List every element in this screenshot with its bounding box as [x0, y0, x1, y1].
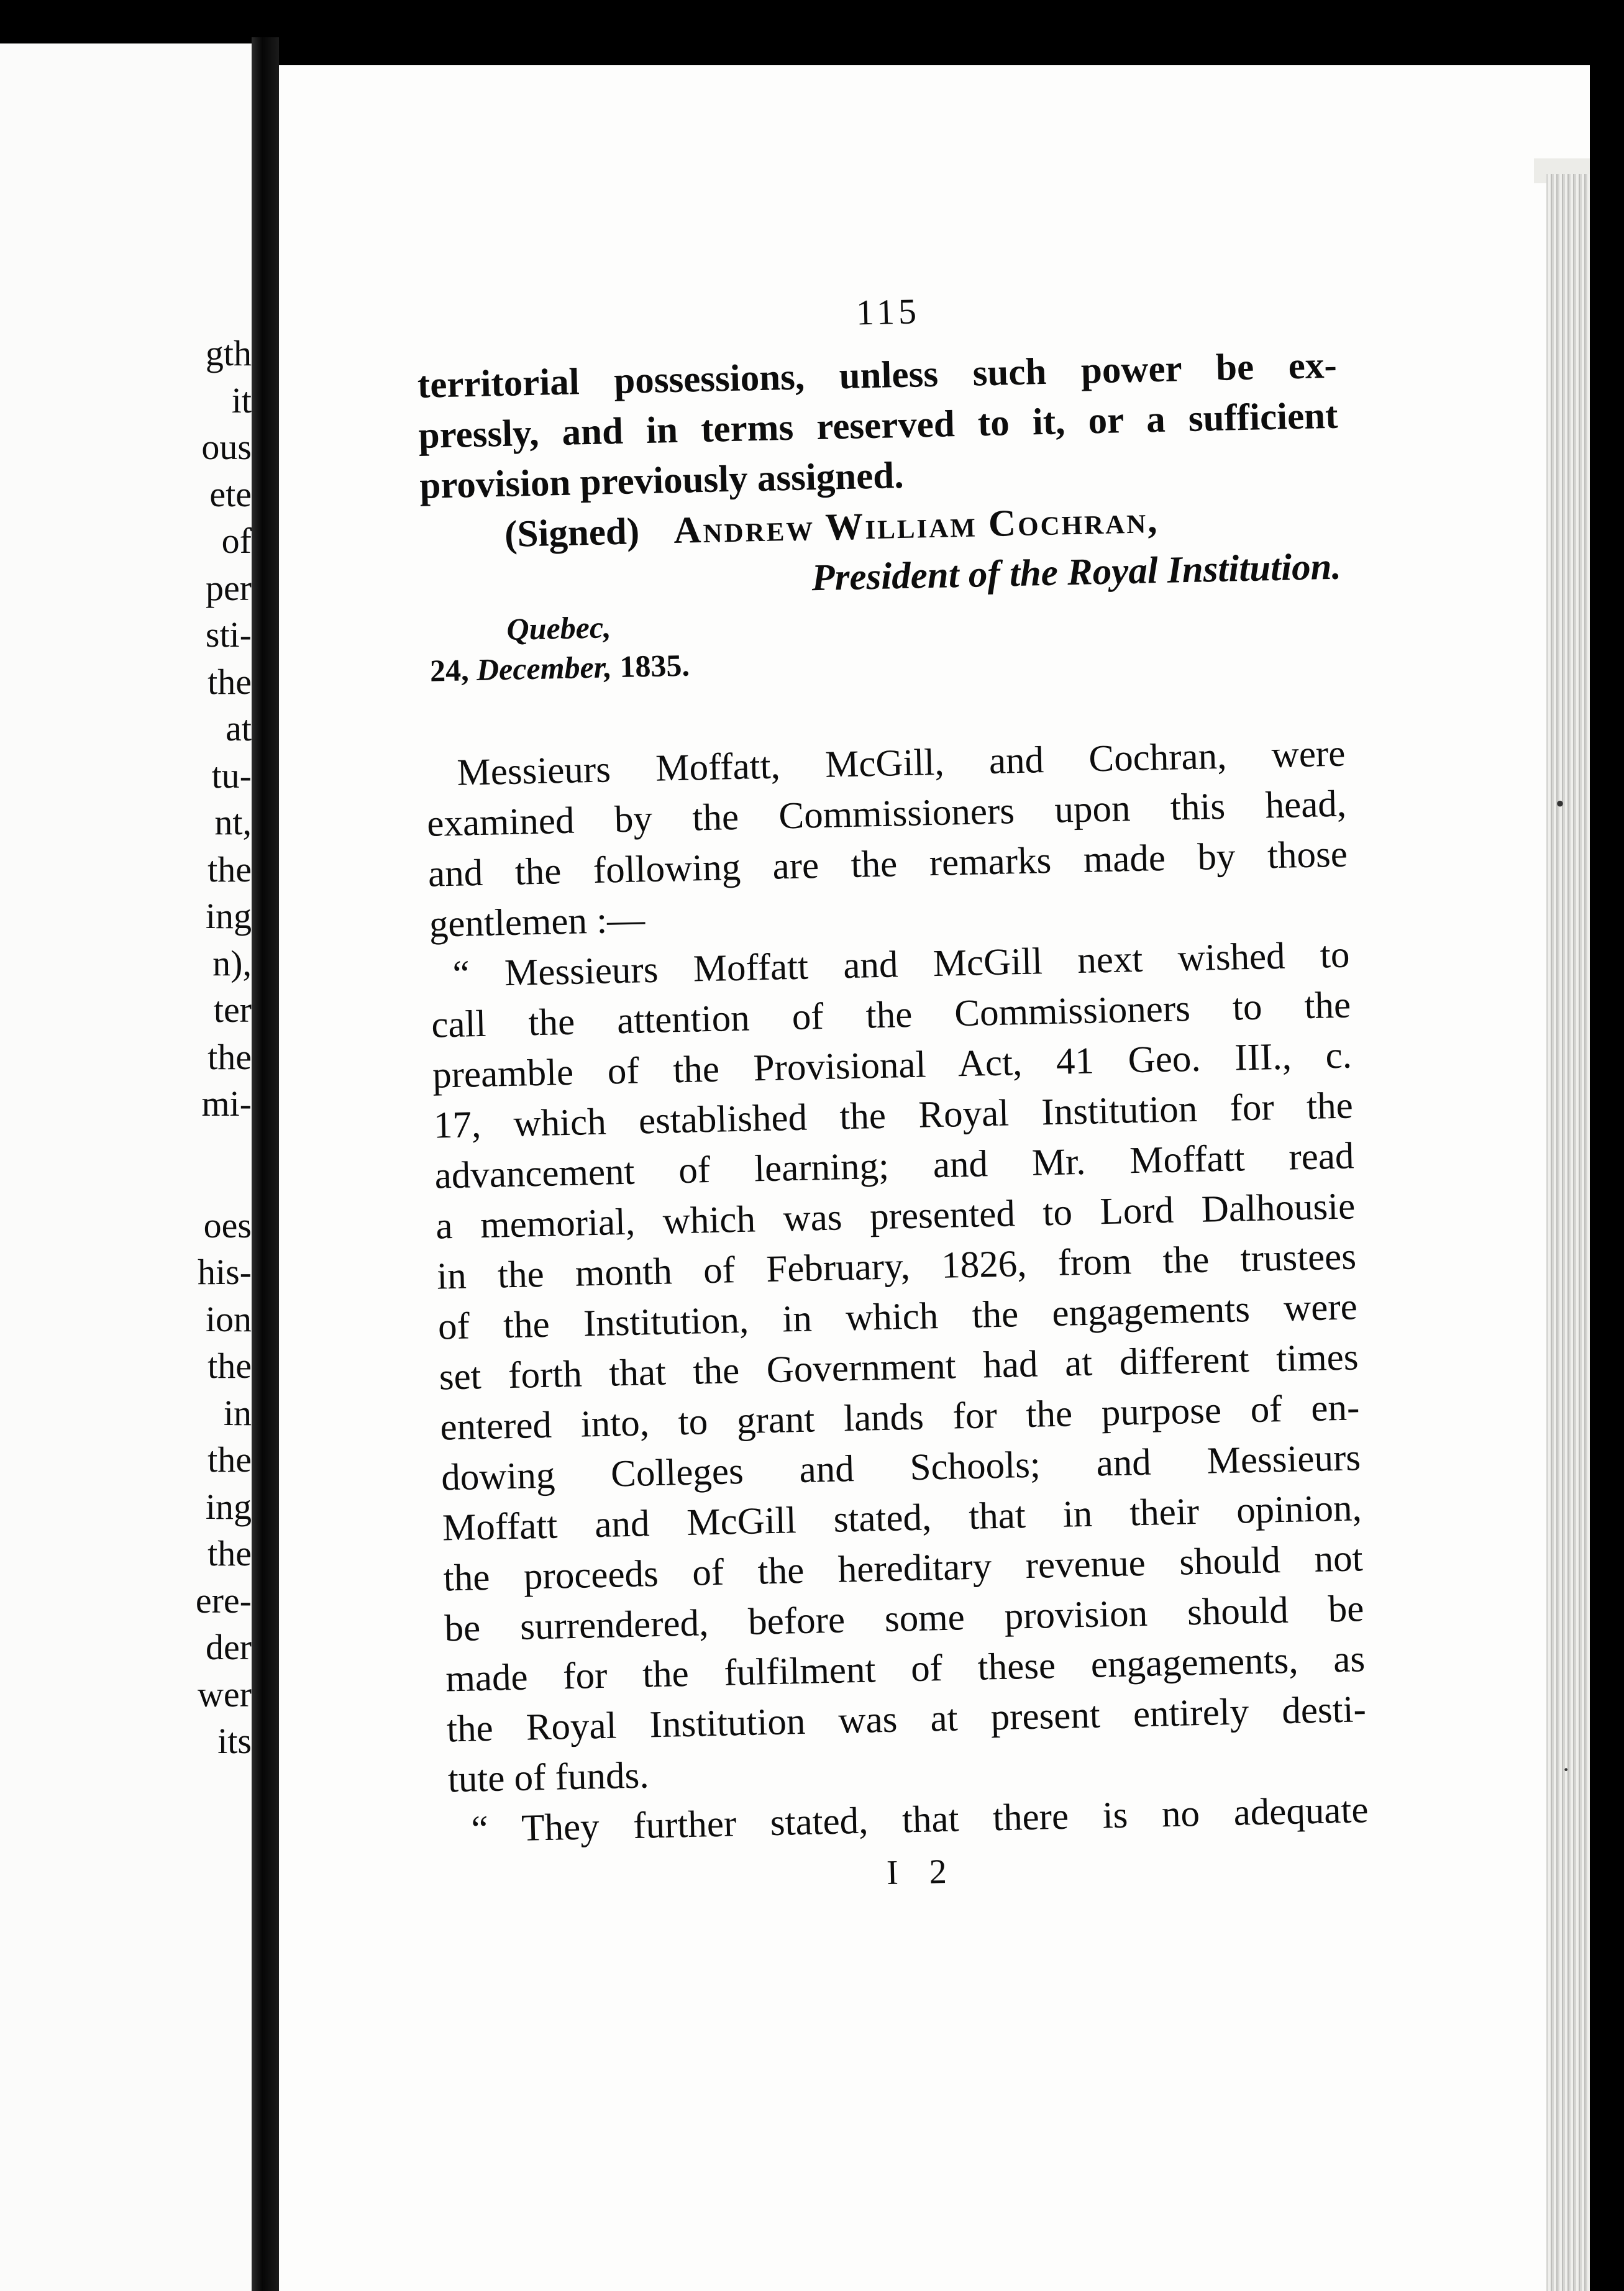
- left-line-fragment: ete: [209, 473, 252, 514]
- left-line-fragment: tu-: [211, 755, 252, 796]
- left-line-fragment: in: [223, 1392, 252, 1433]
- left-line-fragment: the: [208, 1346, 252, 1386]
- left-line-fragment: sti-: [205, 614, 252, 655]
- date-month: December,: [476, 649, 613, 687]
- left-line-fragment: the: [208, 661, 252, 702]
- text-line: preamble of the Provisional Act, 41 Geo. III., c.: [432, 1034, 1353, 1096]
- text-line: tute of funds.: [447, 1754, 650, 1801]
- left-line-fragment: der: [205, 1627, 252, 1667]
- text-line: 17, which established the Royal Institution for the: [433, 1085, 1354, 1147]
- text-line: and the following are the remarks made by those: [427, 833, 1348, 895]
- date-year: 1835.: [619, 647, 690, 684]
- text-line: set forth that the Government had at different times: [439, 1336, 1359, 1398]
- left-line-fragment: ing: [205, 896, 252, 936]
- paragraph-2: [430, 929, 1368, 1805]
- stray-mark: ·: [1562, 1756, 1571, 1783]
- signatory-title: President of the Royal Institution.: [811, 545, 1342, 599]
- text-line: provision previously assigned.: [419, 454, 905, 507]
- text-line: entered into, to grant lands for the purpose of en-: [439, 1387, 1360, 1449]
- signed-label: (Signed): [504, 511, 640, 555]
- left-line-fragment: oes: [203, 1205, 252, 1246]
- left-line-fragment: at: [226, 708, 252, 749]
- left-line-fragment: the: [208, 1036, 252, 1077]
- left-line-fragment: the: [208, 849, 252, 890]
- text-line: “ Messieurs Moffatt and McGill next wished to: [452, 934, 1351, 995]
- stray-mark: •: [1556, 790, 1565, 818]
- page-content: [416, 281, 1370, 1903]
- text-line: advancement of learning; and Mr. Moffatt read: [434, 1135, 1355, 1197]
- text-line: in the month of February, 1826, from the trustees: [436, 1236, 1357, 1298]
- left-facing-page: [0, 43, 252, 2291]
- right-page: [279, 65, 1590, 2291]
- text-line: pressly, and in terms reserved to it, or a sufficient: [417, 394, 1339, 457]
- place-line: Quebec,: [506, 609, 612, 647]
- page-edge-stack: [1546, 174, 1590, 2291]
- left-line-fragment: gth: [205, 333, 252, 373]
- text-line: “ They further stated, that there is no adequate: [470, 1789, 1369, 1851]
- text-line: be surrendered, before some provision should be: [444, 1588, 1365, 1650]
- page-number: 115: [855, 291, 921, 333]
- text-line: made for the fulfilment of these engagements, as: [445, 1638, 1366, 1700]
- left-line-fragment: his-: [198, 1252, 252, 1292]
- signature-mark: I 2: [886, 1852, 959, 1893]
- left-line-fragment: ing: [205, 1486, 252, 1527]
- left-line-fragment: n),: [212, 942, 252, 983]
- signatory-name: Andrew William Cochran,: [673, 499, 1160, 552]
- text-line: a memorial, which was presented to Lord Dalhousie: [435, 1185, 1356, 1247]
- left-line-fragment: its: [217, 1721, 252, 1761]
- left-line-fragment: ere-: [195, 1580, 252, 1621]
- book-gutter: [252, 37, 279, 2291]
- text-line: the proceeds of the hereditary revenue should not: [443, 1537, 1364, 1600]
- text-line: of the Institution, in which the engagements were: [437, 1286, 1358, 1348]
- text-line: examined by the Commissioners upon this head,: [426, 783, 1347, 845]
- left-line-fragment: mi-: [201, 1083, 252, 1124]
- left-line-fragment: ter: [213, 990, 252, 1030]
- date-day: 24,: [429, 652, 470, 688]
- text-line: call the attention of the Commissioners to the: [431, 984, 1351, 1046]
- left-line-fragment: nt,: [214, 802, 252, 842]
- left-line-fragment: it: [231, 380, 252, 421]
- text-line: territorial possessions, unless such power be ex-: [417, 344, 1338, 406]
- text-line: gentlemen :—: [429, 899, 645, 945]
- paragraph-1: [426, 729, 1349, 950]
- left-line-fragment: per: [205, 567, 252, 608]
- text-line: dowing Colleges and Schools; and Messieurs: [440, 1437, 1361, 1499]
- text-line: Messieurs Moffatt, McGill, and Cochran, were: [456, 732, 1346, 794]
- left-line-fragment: ion: [205, 1298, 252, 1339]
- text-line: Moffatt and McGill stated, that in their opinion,: [442, 1487, 1362, 1549]
- opening-lines: [417, 340, 1339, 511]
- left-line-fragment: ous: [201, 427, 252, 467]
- left-line-fragment: of: [221, 521, 252, 561]
- left-line-fragment: the: [208, 1533, 252, 1574]
- left-line-fragment: wer: [198, 1674, 252, 1715]
- text-line: the Royal Institution was at present entirely desti-: [446, 1688, 1367, 1751]
- left-line-fragment: the: [208, 1439, 252, 1480]
